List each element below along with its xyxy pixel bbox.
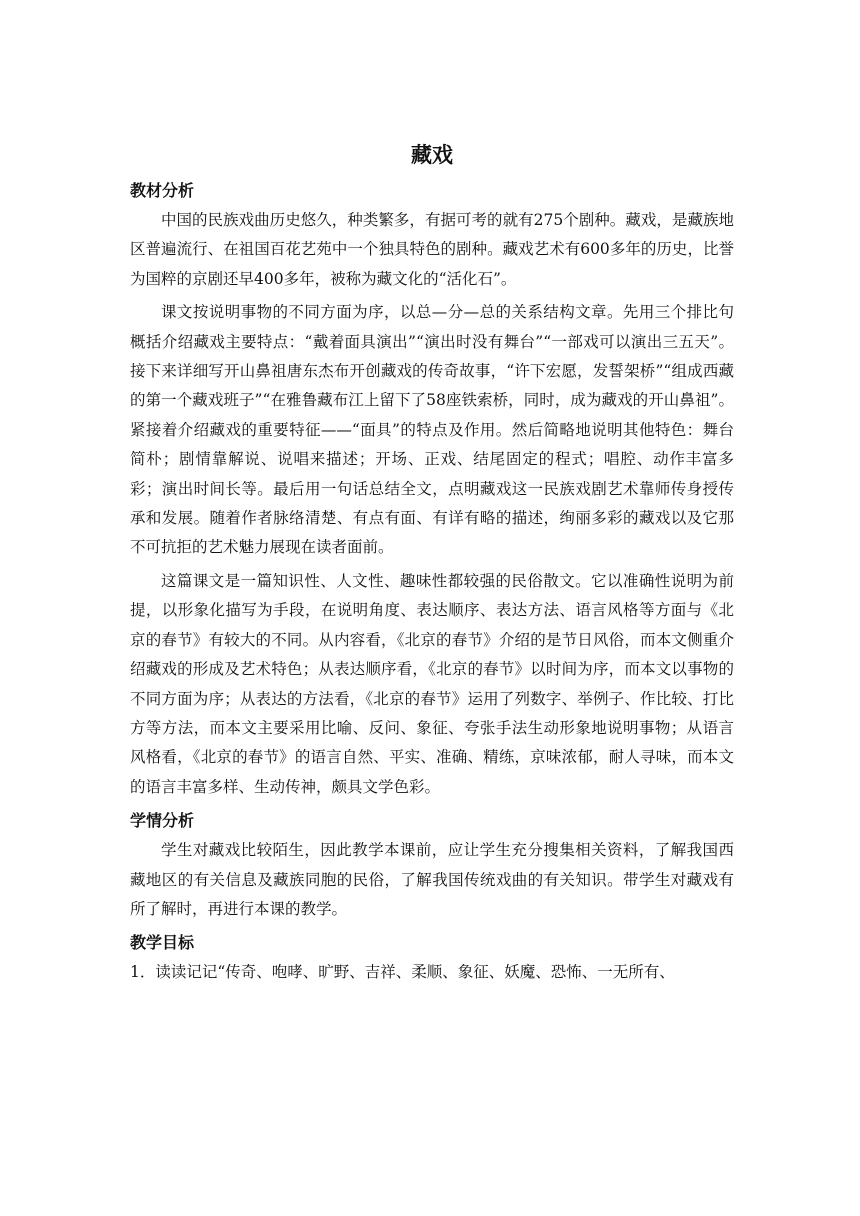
paragraph: 这篇课文是一篇知识性、人文性、趣味性都较强的民俗散文。它以准确性说明为前提，以形象化描写为手段，在说明角度、表达顺序、表达方法、语言风格等方面与《北京的春节》有较大的不同。从内容看，《北京的春节》介绍的是节日风俗，而本文侧重介绍藏戏的形成及艺术特色；从表达顺序看，《北京的春节》以时间为序，而本文以事物的不同方面为序；从表达的方法看，《北京的春节》运用了列数字、举例子、作比较、打比方等方法，而本文主要采用比喻、反问、象征、夸张手法生动形象地说明事物；从语言风格看，《北京的春节》的语言自然、平实、准确、精练，京味浓郁，耐人寻味，而本文的语言丰富多样、生动传神，颇具文学色彩。: [130, 571, 734, 796]
document-title: 藏戏: [411, 143, 453, 167]
paragraph: 学生对藏戏比较陌生，因此教学本课前，应让学生充分搜集相关资料，了解我国西藏地区的有关信息及藏族同胞的民俗，了解我国传统戏曲的有关知识。带学生对藏戏有所了解时，再进行本课的教学。: [130, 841, 734, 918]
section-teaching-goals: [130, 928, 734, 987]
section-heading: 教材分析: [130, 181, 195, 200]
paragraph: 课文按说明事物的不同方面为序，以总—分—总的关系结构文章。先用三个排比句概括介绍藏戏主要特点：“戴着面具演出”“演出时没有舞台”“一部戏可以演出三五天”。接下来详细写开山鼻祖唐东杰布开创藏戏的传奇故事，“许下宏愿，发誓架桥”“组成西藏的第一个藏戏班子”“在雅鲁藏布江上留下了58座铁索桥，同时，成为藏戏的开山鼻祖”。紧接着介绍藏戏的重要特征——“面具”的特点及作用。然后简略地说明其他特色：舞台简朴；剧情靠解说、说唱来描述；开场、正戏、结尾固定的程式；唱腔、动作丰富多彩；演出时间长等。最后用一句话总结全文，点明藏戏这一民族戏剧艺术靠师传身授传承和发展。随着作者脉络清楚、有点有面、有详有略的描述，绚丽多彩的藏戏以及它那不可抗拒的艺术魅力展现在读者面前。: [130, 303, 734, 557]
list-item: 1．读读记记“传奇、咆哮、旷野、吉祥、柔顺、象征、妖魔、恐怖、一无所有、: [130, 963, 675, 982]
section-textbook-analysis: [130, 176, 734, 802]
section-student-analysis: [130, 806, 734, 924]
section-heading: 学情分析: [130, 811, 195, 831]
document-page: [130, 138, 734, 988]
section-heading: 教学目标: [130, 933, 195, 953]
paragraph: 中国的民族戏曲历史悠久，种类繁多，有据可考的就有275个剧种。藏戏，是藏族地区普遍流行、在祖国百花艺苑中一个独具特色的剧种。藏戏艺术有600多年的历史，比誉为国粹的京剧还早400多年，被称为藏文化的“活化石”。: [130, 211, 734, 288]
